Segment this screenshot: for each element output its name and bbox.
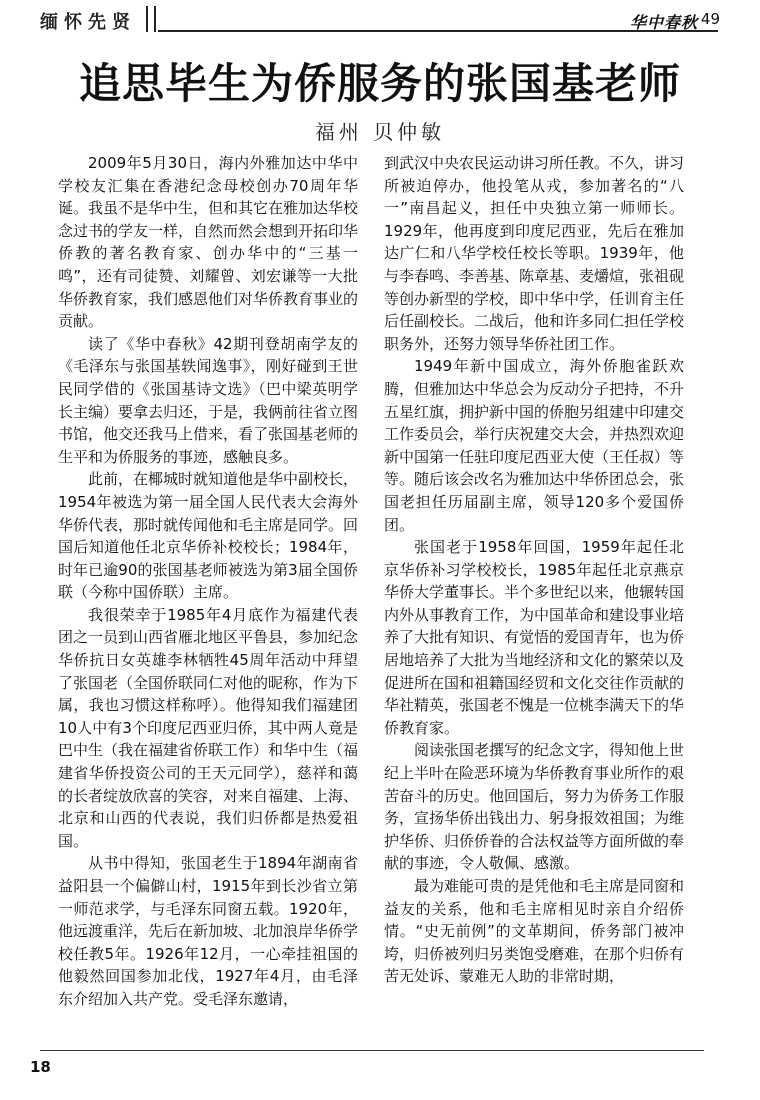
section-label: 缅怀先贤: [40, 12, 136, 33]
paragraph: 1949年新中国成立，海外侨胞雀跃欢腾，但雅加达中华总会为反动分子把持，不升五星红旗，拥护新中国的侨胞另组建中印建交工作委员会，举行庆祝建交大会，并热烈欢迎新中国第一任驻印度尼西亚大使（王任叔）等等。随后该会改名为雅加达中华侨团总会，张国老担任历届副主席，领导120多个爱国侨团。: [384, 357, 685, 534]
paragraph: 2009年5月30日，海内外雅加达中华中学校友汇集在香港纪念母校创办70周年华诞。我虽不是华中生，但和其它在雅加达华校念过书的学友一样，自然而然会想到开拓印华侨教的著名教育家、创办华中的“三基一鸣”，还有司徒赞、刘耀曾、刘宏谦等一大批华侨教育家，我们感恩他们对华侨教育事业的贡献。: [58, 154, 359, 331]
footer-rule: [40, 1050, 704, 1051]
section-divider: [146, 6, 156, 32]
journal-name: 华中春秋: [629, 13, 698, 32]
paragraph: 此前，在椰城时就知道他是华中副校长，1954年被选为第一届全国人民代表大会海外华侨代表，那时就传闻他和毛主席是同学。回国后知道他任北京华侨补校校长；1984年，时年已逾90的张国基老师被选为第3届全国侨联（今称中国侨联）主席。: [58, 470, 359, 602]
page-number-top: 49: [700, 10, 720, 28]
paragraph-continuation: 到武汉中央农民运动讲习所任教。不久，讲习所被迫停办，他投笔从戎，参加著名的“八一”南昌起义，担任中央独立第一师师长。1929年，他再度到印度尼西亚，先后在雅加达广仁和八华学校任校长等职。1939年，他与李春鸣、李善基、陈章基、麦爝煊，张祖砚等创办新型的学校，即中华中学，任训育主任后任副校长。二战后，他和许多同仁担任学校职务外，还努力领导华侨社团工作。: [384, 154, 685, 353]
paragraph: 从书中得知，张国老生于1894年湖南省益阳县一个偏僻山村，1915年到长沙省立第一师范求学，与毛泽东同窗五载。1920年，他远渡重洋，先后在新加坡、北加浪岸华侨学校任教5年。1926年12月，一心牵挂祖国的他毅然回国参加北伐，1927年4月，由毛泽东介绍加入共产党。受毛泽东邀请，: [58, 854, 359, 1008]
article-author: 福州 贝仲敏: [314, 120, 446, 144]
paragraph: 阅读张国老撰写的纪念文字，得知他上世纪上半叶在险恶环境为华侨教育事业所作的艰苦奋斗的历史。他回国后，努力为侨务工作服务，宣扬华侨出钱出力、躬身报效祖国；为维护华侨、归侨侨眷的合法权益等方面所做的奉献的事迹，令人敬佩、感激。: [384, 741, 685, 873]
right-column: [384, 152, 684, 988]
paragraph: 读了《华中春秋》42期刊登胡南学友的《毛泽东与张国基轶闻逸事》，刚好碰到王世民同学借的《张国基诗文选》（巴中梁英明学长主编）要拿去归还，于是，我俩前往省立图书馆，他交还我马上借来，看了张国基老师的生平和为侨服务的事迹，感触良多。: [58, 334, 359, 466]
paragraph: 张国老于1958年回国，1959年起任北京华侨补习学校校长，1985年起任北京燕京华侨大学董事长。半个多世纪以来，他辗转国内外从事教育工作，为中国革命和建设事业培养了大批有知识、有觉悟的爱国青年，也为侨居地培养了大批为当地经济和文化的繁荣以及促进所在国和祖籍国经贸和文化交往作贡献的华社精英，张国老不愧是一位桃李满天下的华侨教育家。: [384, 538, 685, 737]
left-column: [58, 152, 358, 1011]
page-number-bottom: 18: [30, 1058, 51, 1076]
article-title: 追思毕生为侨服务的张国基老师: [78, 59, 681, 108]
paragraph: 我很荣幸于1985年4月底作为福建代表团之一员到山西省雁北地区平鲁县，参加纪念华侨抗日女英雄李林牺牲45周年活动中拜望了张国老（全国侨联同仁对他的昵称，作为下属，我也习惯这样称呼）。他得知我们福建团10人中有3个印度尼西亚归侨，其中两人竟是巴中生（我在福建省侨联工作）和华中生（福建省华侨投资公司的王天元同学），慈祥和蔼的长者绽放欣喜的笑容，对来自福建、上海、北京和山西的代表说，我们归侨都是热爱祖国。: [58, 605, 359, 850]
paragraph: 最为难能可贵的是凭他和毛主席是同窗和益友的关系，他和毛主席相见时亲自介绍侨情。“史无前例”的文革期间，侨务部门被冲垮，归侨被列归另类饱受磨难，在那个归侨有苦无处诉、蒙难无人助的非常时期，: [384, 877, 685, 986]
page-header: [0, 0, 760, 40]
